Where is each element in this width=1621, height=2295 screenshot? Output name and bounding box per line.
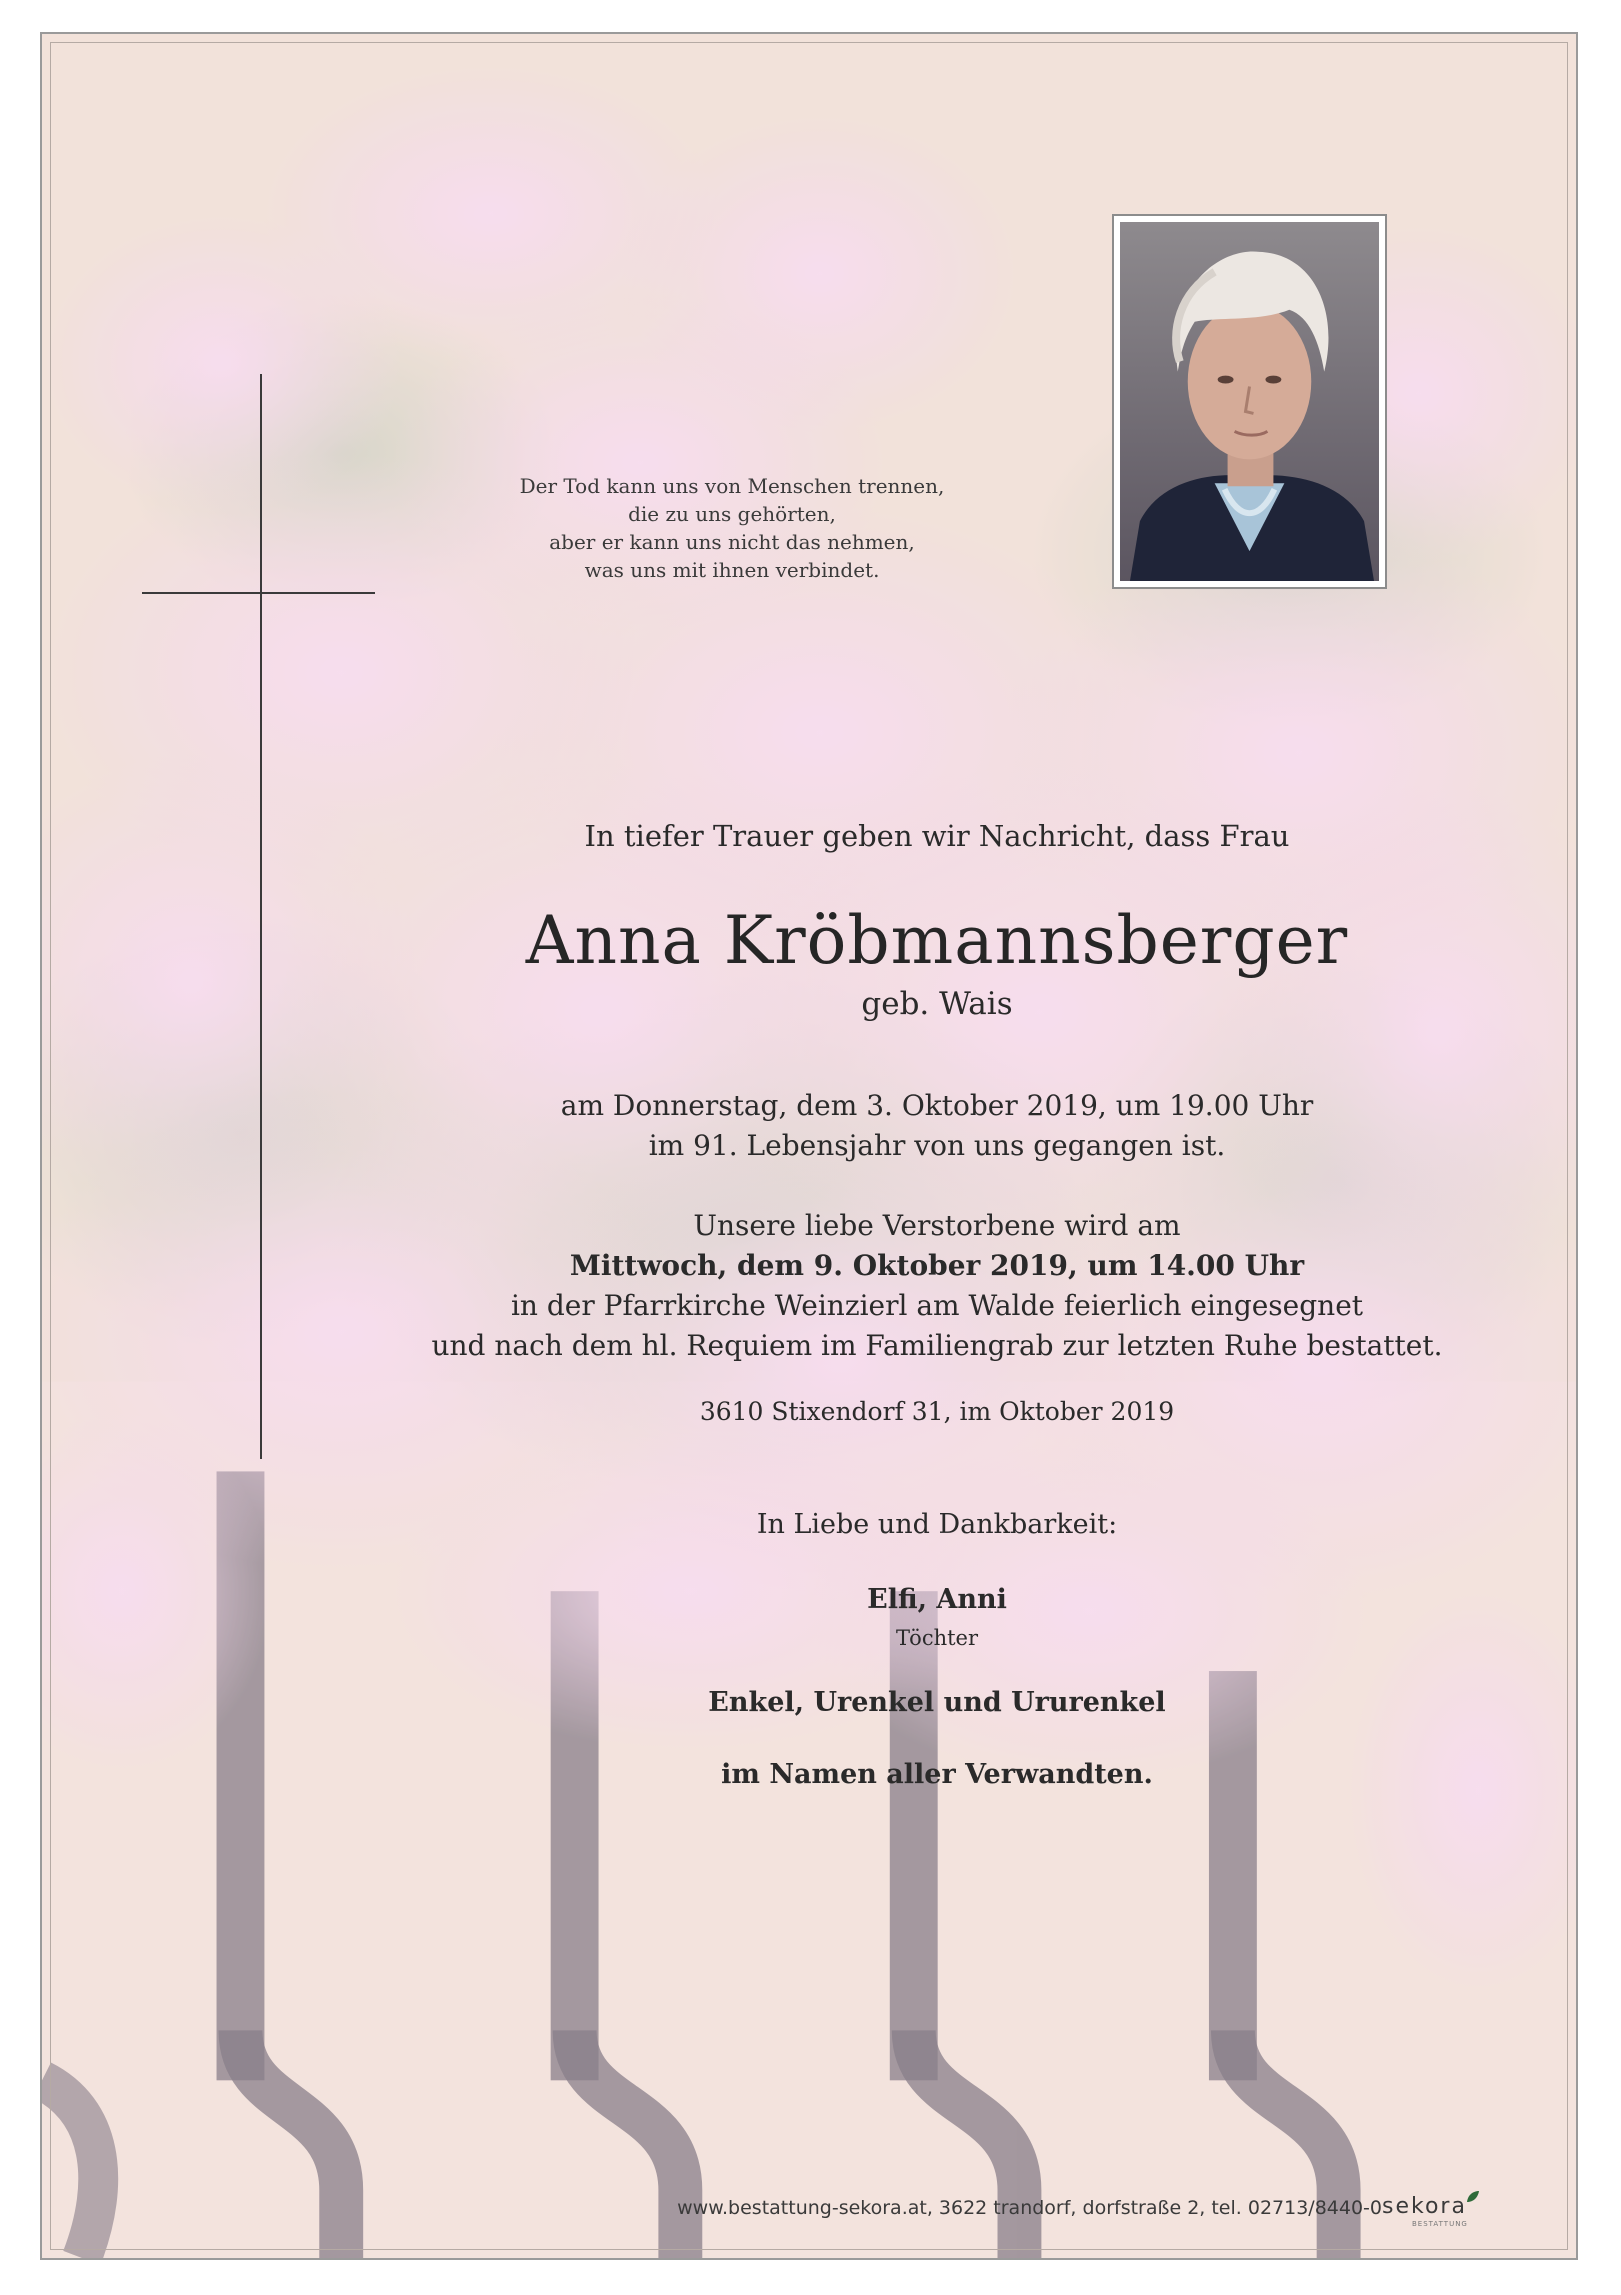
funeral-line: und nach dem hl. Requiem im Familiengrab zur letzten Ruhe bestattet. (431, 1329, 1443, 1362)
death-line: im 91. Lebensjahr von uns gegangen ist. (648, 1129, 1226, 1162)
intro-text: In tiefer Trauer geben wir Nachricht, dass Frau (584, 819, 1290, 853)
quote-line: Der Tod kann uns von Menschen trennen, (519, 474, 945, 498)
mourners-daughters: Elfi, Anni (867, 1584, 1007, 1615)
logo-tagline: BESTATTUNG (1412, 2220, 1468, 2228)
quote-line: die zu uns gehörten, (628, 502, 836, 526)
funeral-details (372, 1206, 1502, 1366)
place-date: 3610 Stixendorf 31, im Oktober 2019 (699, 1397, 1175, 1426)
mourners-relatives: im Namen aller Verwandten. (721, 1759, 1153, 1790)
footer-contact: www.bestattung-sekora.at, 3622 trandorf, dorfstraße 2, tel. 02713/8440-0 (677, 2197, 1382, 2219)
obituary-page (40, 32, 1578, 2260)
memorial-quote (482, 472, 982, 584)
cross-icon-bar (142, 592, 375, 594)
portrait-frame (1112, 214, 1387, 589)
funeral-line: Unsere liebe Verstorbene wird am (693, 1209, 1181, 1242)
funeral-date: Mittwoch, dem 9. Oktober 2019, um 14.00 Uhr (569, 1249, 1305, 1282)
maiden-name: geb. Wais (861, 986, 1013, 1022)
deceased-name: Anna Kröbmannsberger (525, 902, 1349, 979)
funeral-line: in der Pfarrkirche Weinzierl am Walde feierlich eingesegnet (510, 1289, 1364, 1322)
logo-text: sekora (1382, 2194, 1467, 2219)
death-line: am Donnerstag, dem 3. Oktober 2019, um 19.00 Uhr (560, 1089, 1314, 1122)
company-logo (1382, 2188, 1482, 2228)
mourners-daughters-role: Töchter (895, 1626, 979, 1650)
cross-icon (260, 374, 262, 1459)
leaf-icon (1466, 2190, 1480, 2204)
portrait-photo (1120, 222, 1379, 581)
death-details (372, 1086, 1502, 1166)
quote-line: was uns mit ihnen verbindet. (584, 558, 880, 582)
mourners-intro: In Liebe und Dankbarkeit: (756, 1509, 1118, 1540)
mourners-grandchildren: Enkel, Urenkel und Ururenkel (708, 1687, 1166, 1718)
quote-line: aber er kann uns nicht das nehmen, (549, 530, 915, 554)
